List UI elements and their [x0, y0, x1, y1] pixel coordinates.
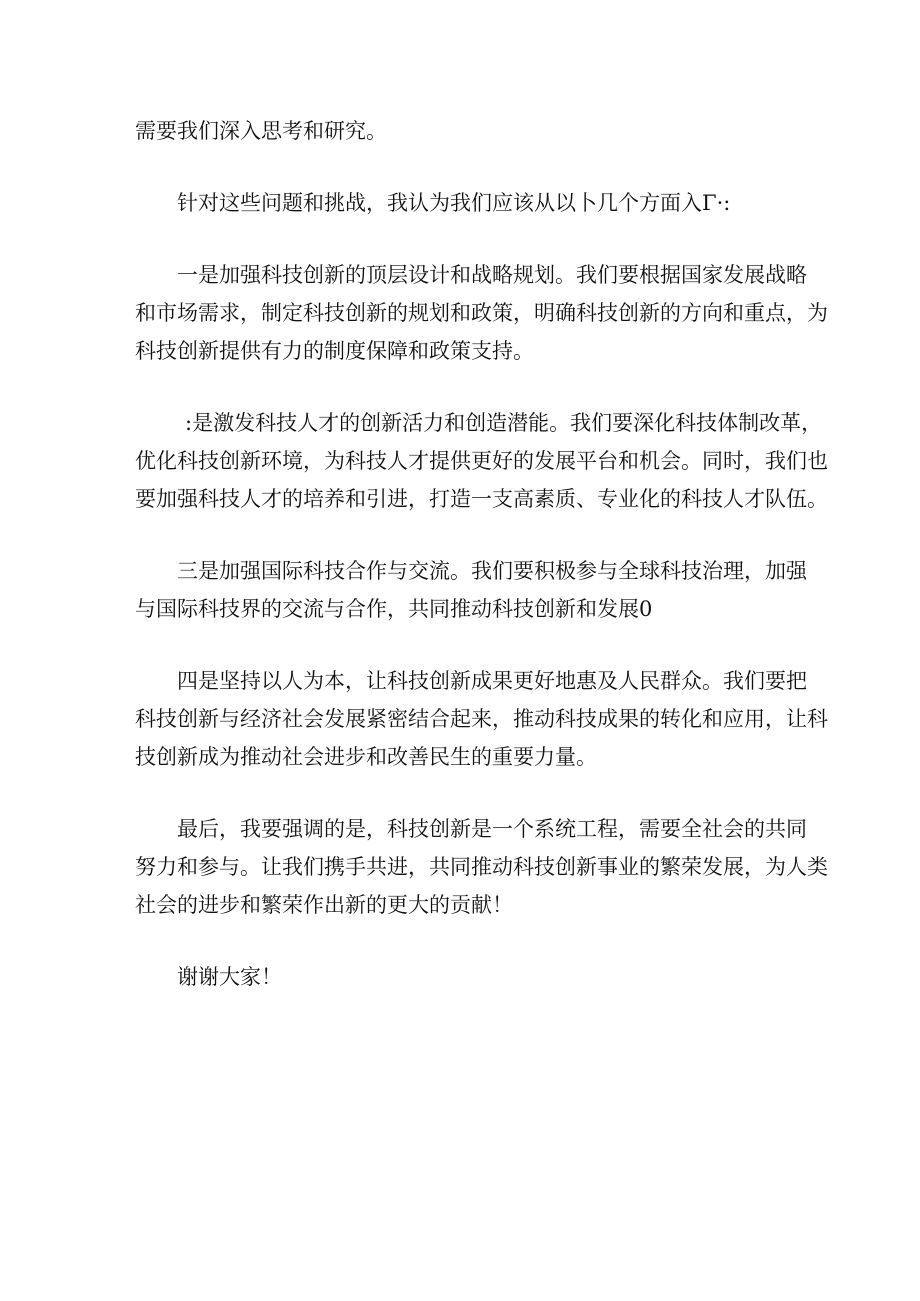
paragraph-line: 一是加强科技创新的顶层设计和战略规划。我们要根据国家发展战略	[177, 263, 807, 287]
paragraph-line: 科技创新提供有力的制度保障和政策支持。	[135, 339, 534, 363]
paragraph-1	[135, 112, 795, 150]
paragraph-line: 四是坚持以人为本，让科技创新成果更好地惠及人民群众。我们要把	[177, 669, 807, 693]
paragraph-line: 谢谢大家！	[177, 965, 282, 989]
paragraph-4	[135, 404, 828, 518]
paragraph-line: 要加强科技人才的培养和引进，打造一支高素质、专业化的科技人才队伍。	[135, 487, 828, 511]
paragraph-5	[135, 552, 807, 628]
paragraph-line: 针对这些问题和挑战，我认为我们应该从以卜几个方面入Γ·:	[177, 191, 731, 215]
paragraph-8	[135, 958, 795, 996]
paragraph-6	[135, 662, 828, 776]
paragraph-line: 三是加强国际科技合作与交流。我们要积极参与全球科技治理，加强	[177, 559, 807, 583]
paragraph-line: 社会的进步和繁荣作出新的更大的贡献！	[135, 893, 513, 917]
paragraph-line: 与国际科技界的交流与合作，共同推动科技创新和发展0	[135, 597, 653, 621]
paragraph-7	[135, 810, 828, 924]
paragraph-2	[135, 184, 795, 222]
paragraph-line: :是激发科技人才的创新活力和创造潜能。我们要深化科技体制改革，	[185, 411, 823, 435]
document-body	[135, 112, 828, 1030]
paragraph-line: 和市场需求，制定科技创新的规划和政策，明确科技创新的方向和重点，为	[135, 301, 828, 325]
paragraph-line: 最后，我要强调的是，科技创新是一个系统工程，需要全社会的共同	[177, 817, 807, 841]
paragraph-line: 需要我们深入思考和研究。	[135, 119, 387, 143]
paragraph-line: 努力和参与。让我们携手共进，共同推动科技创新事业的繁荣发展，为人类	[135, 855, 828, 879]
paragraph-line: 优化科技创新环境，为科技人才提供更好的发展平台和机会。同时，我们也	[135, 449, 828, 473]
paragraph-line: 技创新成为推动社会进步和改善民生的重要力量。	[135, 745, 597, 769]
paragraph-3	[135, 256, 828, 370]
paragraph-line: 科技创新与经济社会发展紧密结合起来，推动科技成果的转化和应用，让科	[135, 707, 828, 731]
